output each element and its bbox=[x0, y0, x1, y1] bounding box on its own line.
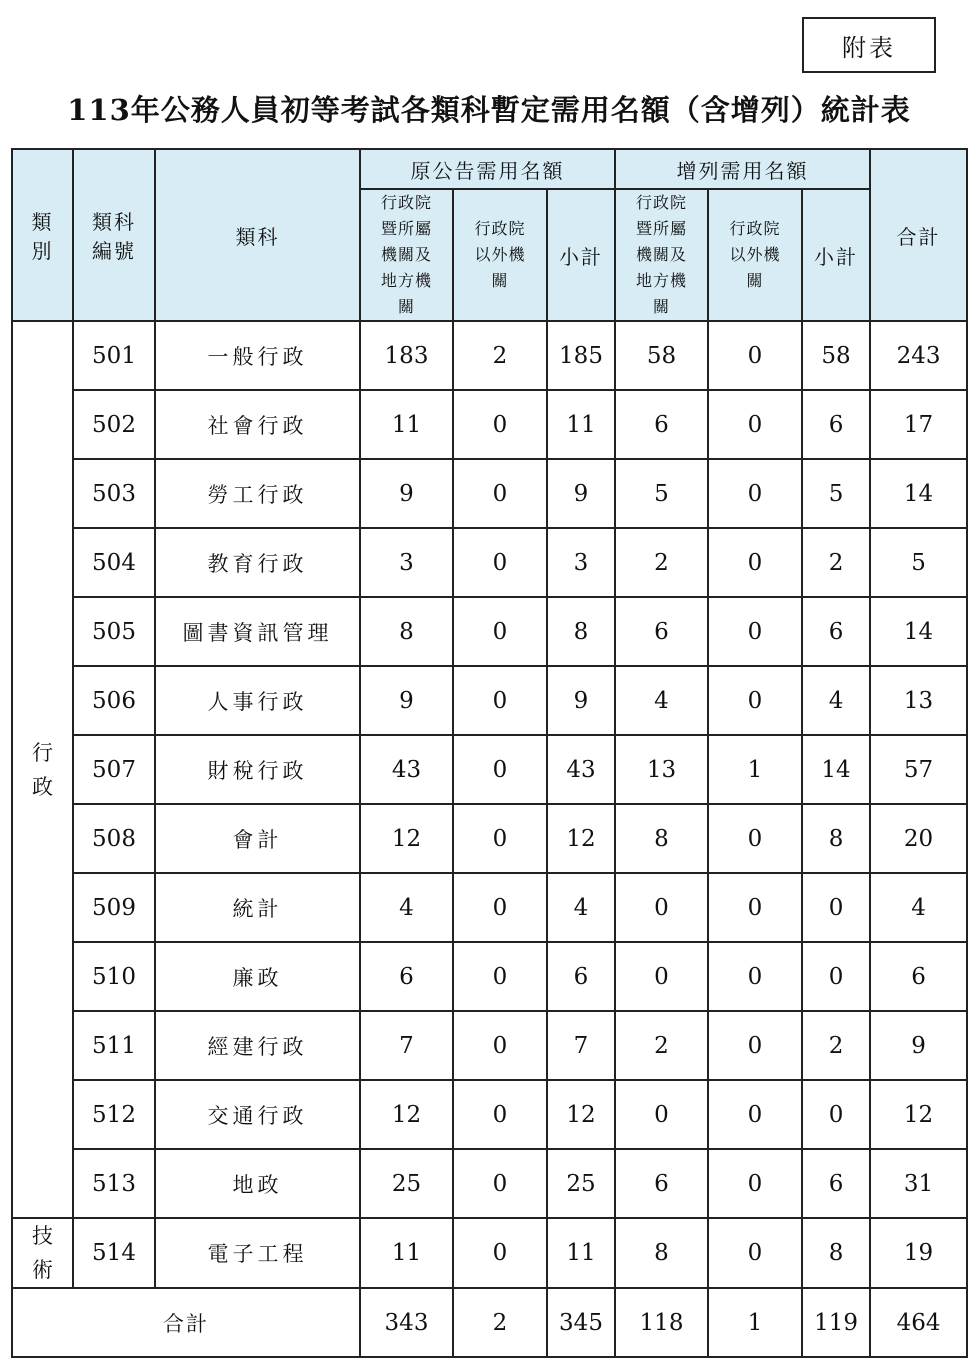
original-non-exec: 0 bbox=[453, 735, 547, 804]
added-subtotal: 2 bbox=[802, 528, 870, 597]
attachment-label: 附表 bbox=[802, 17, 936, 73]
original-subtotal: 3 bbox=[547, 528, 615, 597]
original-non-exec: 0 bbox=[453, 1149, 547, 1218]
added-exec-local: 0 bbox=[615, 873, 708, 942]
subject-code: 514 bbox=[73, 1218, 155, 1288]
header-added-non-exec: 行政院 以外機 關 bbox=[708, 189, 802, 321]
subject-name: 會計 bbox=[155, 804, 360, 873]
added-exec-local: 4 bbox=[615, 666, 708, 735]
original-exec-local: 6 bbox=[360, 942, 453, 1011]
added-subtotal: 58 bbox=[802, 321, 870, 390]
added-exec-local: 13 bbox=[615, 735, 708, 804]
added-non-exec: 0 bbox=[708, 321, 802, 390]
row-total: 17 bbox=[870, 390, 967, 459]
subject-code: 509 bbox=[73, 873, 155, 942]
total-original-exec-local: 343 bbox=[360, 1288, 453, 1357]
original-non-exec: 0 bbox=[453, 666, 547, 735]
quota-table bbox=[11, 148, 968, 1358]
grand-total-label: 合計 bbox=[12, 1288, 360, 1357]
table-row bbox=[12, 1011, 967, 1080]
subject-name: 教育行政 bbox=[155, 528, 360, 597]
page-title: 113年公務人員初等考試各類科暫定需用名額（含增列）統計表 bbox=[67, 93, 911, 127]
added-subtotal: 14 bbox=[802, 735, 870, 804]
row-total: 20 bbox=[870, 804, 967, 873]
added-non-exec: 1 bbox=[708, 735, 802, 804]
original-subtotal: 11 bbox=[547, 1218, 615, 1288]
subject-name: 統計 bbox=[155, 873, 360, 942]
header-total: 合計 bbox=[870, 149, 967, 321]
row-total: 6 bbox=[870, 942, 967, 1011]
added-subtotal: 5 bbox=[802, 459, 870, 528]
original-exec-local: 25 bbox=[360, 1149, 453, 1218]
table-row bbox=[12, 1149, 967, 1218]
header-category: 類 別 bbox=[12, 149, 73, 321]
table-row bbox=[12, 459, 967, 528]
original-subtotal: 11 bbox=[547, 390, 615, 459]
original-non-exec: 0 bbox=[453, 873, 547, 942]
original-exec-local: 11 bbox=[360, 1218, 453, 1288]
added-non-exec: 0 bbox=[708, 459, 802, 528]
original-subtotal: 6 bbox=[547, 942, 615, 1011]
added-non-exec: 0 bbox=[708, 1080, 802, 1149]
subject-code: 513 bbox=[73, 1149, 155, 1218]
added-non-exec: 0 bbox=[708, 666, 802, 735]
subject-name: 社會行政 bbox=[155, 390, 360, 459]
added-non-exec: 0 bbox=[708, 597, 802, 666]
header-original-subtotal: 小計 bbox=[547, 189, 615, 321]
subject-code: 506 bbox=[73, 666, 155, 735]
added-subtotal: 2 bbox=[802, 1011, 870, 1080]
subject-code: 503 bbox=[73, 459, 155, 528]
total-original-subtotal: 345 bbox=[547, 1288, 615, 1357]
row-total: 19 bbox=[870, 1218, 967, 1288]
table-row bbox=[12, 321, 967, 390]
row-total: 31 bbox=[870, 1149, 967, 1218]
header-added-group: 增列需用名額 bbox=[615, 149, 870, 189]
header-subject: 類科 bbox=[155, 149, 360, 321]
added-exec-local: 58 bbox=[615, 321, 708, 390]
original-exec-local: 9 bbox=[360, 666, 453, 735]
original-non-exec: 0 bbox=[453, 528, 547, 597]
original-non-exec: 0 bbox=[453, 1080, 547, 1149]
subject-code: 511 bbox=[73, 1011, 155, 1080]
added-exec-local: 0 bbox=[615, 942, 708, 1011]
original-non-exec: 0 bbox=[453, 1011, 547, 1080]
subject-code: 512 bbox=[73, 1080, 155, 1149]
table-row bbox=[12, 735, 967, 804]
added-subtotal: 6 bbox=[802, 1149, 870, 1218]
added-non-exec: 0 bbox=[708, 804, 802, 873]
added-subtotal: 0 bbox=[802, 873, 870, 942]
row-total: 5 bbox=[870, 528, 967, 597]
added-exec-local: 0 bbox=[615, 1080, 708, 1149]
table-row bbox=[12, 804, 967, 873]
row-total: 9 bbox=[870, 1011, 967, 1080]
added-non-exec: 0 bbox=[708, 1218, 802, 1288]
subject-name: 勞工行政 bbox=[155, 459, 360, 528]
original-exec-local: 12 bbox=[360, 1080, 453, 1149]
table-row bbox=[12, 597, 967, 666]
original-subtotal: 12 bbox=[547, 804, 615, 873]
subject-code: 507 bbox=[73, 735, 155, 804]
original-exec-local: 7 bbox=[360, 1011, 453, 1080]
total-original-non-exec: 2 bbox=[453, 1288, 547, 1357]
header-original-non-exec: 行政院 以外機 關 bbox=[453, 189, 547, 321]
row-total: 4 bbox=[870, 873, 967, 942]
original-exec-local: 3 bbox=[360, 528, 453, 597]
subject-code: 508 bbox=[73, 804, 155, 873]
added-non-exec: 0 bbox=[708, 390, 802, 459]
added-exec-local: 6 bbox=[615, 1149, 708, 1218]
row-total: 13 bbox=[870, 666, 967, 735]
original-subtotal: 25 bbox=[547, 1149, 615, 1218]
original-non-exec: 0 bbox=[453, 459, 547, 528]
subject-code: 502 bbox=[73, 390, 155, 459]
added-subtotal: 0 bbox=[802, 942, 870, 1011]
table-row bbox=[12, 942, 967, 1011]
added-subtotal: 4 bbox=[802, 666, 870, 735]
added-subtotal: 8 bbox=[802, 1218, 870, 1288]
added-exec-local: 8 bbox=[615, 804, 708, 873]
added-non-exec: 0 bbox=[708, 1149, 802, 1218]
subject-name: 電子工程 bbox=[155, 1218, 360, 1288]
subject-name: 財稅行政 bbox=[155, 735, 360, 804]
category-cell: 行 政 bbox=[12, 321, 73, 1218]
original-non-exec: 0 bbox=[453, 1218, 547, 1288]
category-cell: 技 術 bbox=[12, 1218, 73, 1288]
subject-code: 504 bbox=[73, 528, 155, 597]
added-exec-local: 2 bbox=[615, 528, 708, 597]
table-row bbox=[12, 1218, 967, 1288]
subject-name: 交通行政 bbox=[155, 1080, 360, 1149]
added-non-exec: 0 bbox=[708, 873, 802, 942]
total-added-subtotal: 119 bbox=[802, 1288, 870, 1357]
row-total: 14 bbox=[870, 597, 967, 666]
original-subtotal: 8 bbox=[547, 597, 615, 666]
added-non-exec: 0 bbox=[708, 1011, 802, 1080]
added-subtotal: 6 bbox=[802, 597, 870, 666]
added-exec-local: 2 bbox=[615, 1011, 708, 1080]
added-subtotal: 8 bbox=[802, 804, 870, 873]
row-total: 12 bbox=[870, 1080, 967, 1149]
added-non-exec: 0 bbox=[708, 942, 802, 1011]
added-non-exec: 0 bbox=[708, 528, 802, 597]
header-original-exec-local: 行政院 暨所屬 機關及 地方機 關 bbox=[360, 189, 453, 321]
table-row bbox=[12, 666, 967, 735]
original-exec-local: 183 bbox=[360, 321, 453, 390]
subject-name: 人事行政 bbox=[155, 666, 360, 735]
row-total: 57 bbox=[870, 735, 967, 804]
original-non-exec: 2 bbox=[453, 321, 547, 390]
original-subtotal: 9 bbox=[547, 666, 615, 735]
total-added-non-exec: 1 bbox=[708, 1288, 802, 1357]
original-subtotal: 9 bbox=[547, 459, 615, 528]
added-exec-local: 6 bbox=[615, 597, 708, 666]
total-added-exec-local: 118 bbox=[615, 1288, 708, 1357]
original-exec-local: 43 bbox=[360, 735, 453, 804]
table-row bbox=[12, 528, 967, 597]
subject-name: 一般行政 bbox=[155, 321, 360, 390]
original-exec-local: 12 bbox=[360, 804, 453, 873]
total-grand: 464 bbox=[870, 1288, 967, 1357]
subject-name: 圖書資訊管理 bbox=[155, 597, 360, 666]
original-exec-local: 8 bbox=[360, 597, 453, 666]
header-added-subtotal: 小計 bbox=[802, 189, 870, 321]
table-row bbox=[12, 873, 967, 942]
grand-total-row bbox=[12, 1288, 967, 1357]
subject-code: 505 bbox=[73, 597, 155, 666]
subject-name: 地政 bbox=[155, 1149, 360, 1218]
original-non-exec: 0 bbox=[453, 942, 547, 1011]
original-non-exec: 0 bbox=[453, 804, 547, 873]
original-subtotal: 43 bbox=[547, 735, 615, 804]
header-code: 類科 編號 bbox=[73, 149, 155, 321]
table-row bbox=[12, 1080, 967, 1149]
original-non-exec: 0 bbox=[453, 390, 547, 459]
original-subtotal: 185 bbox=[547, 321, 615, 390]
original-subtotal: 4 bbox=[547, 873, 615, 942]
subject-name: 廉政 bbox=[155, 942, 360, 1011]
header-added-exec-local: 行政院 暨所屬 機關及 地方機 關 bbox=[615, 189, 708, 321]
original-subtotal: 12 bbox=[547, 1080, 615, 1149]
added-exec-local: 6 bbox=[615, 390, 708, 459]
original-exec-local: 9 bbox=[360, 459, 453, 528]
added-exec-local: 5 bbox=[615, 459, 708, 528]
added-exec-local: 8 bbox=[615, 1218, 708, 1288]
table-row bbox=[12, 390, 967, 459]
original-exec-local: 4 bbox=[360, 873, 453, 942]
original-non-exec: 0 bbox=[453, 597, 547, 666]
header-original-group: 原公告需用名額 bbox=[360, 149, 615, 189]
added-subtotal: 6 bbox=[802, 390, 870, 459]
subject-code: 510 bbox=[73, 942, 155, 1011]
row-total: 243 bbox=[870, 321, 967, 390]
original-exec-local: 11 bbox=[360, 390, 453, 459]
added-subtotal: 0 bbox=[802, 1080, 870, 1149]
original-subtotal: 7 bbox=[547, 1011, 615, 1080]
row-total: 14 bbox=[870, 459, 967, 528]
subject-name: 經建行政 bbox=[155, 1011, 360, 1080]
subject-code: 501 bbox=[73, 321, 155, 390]
